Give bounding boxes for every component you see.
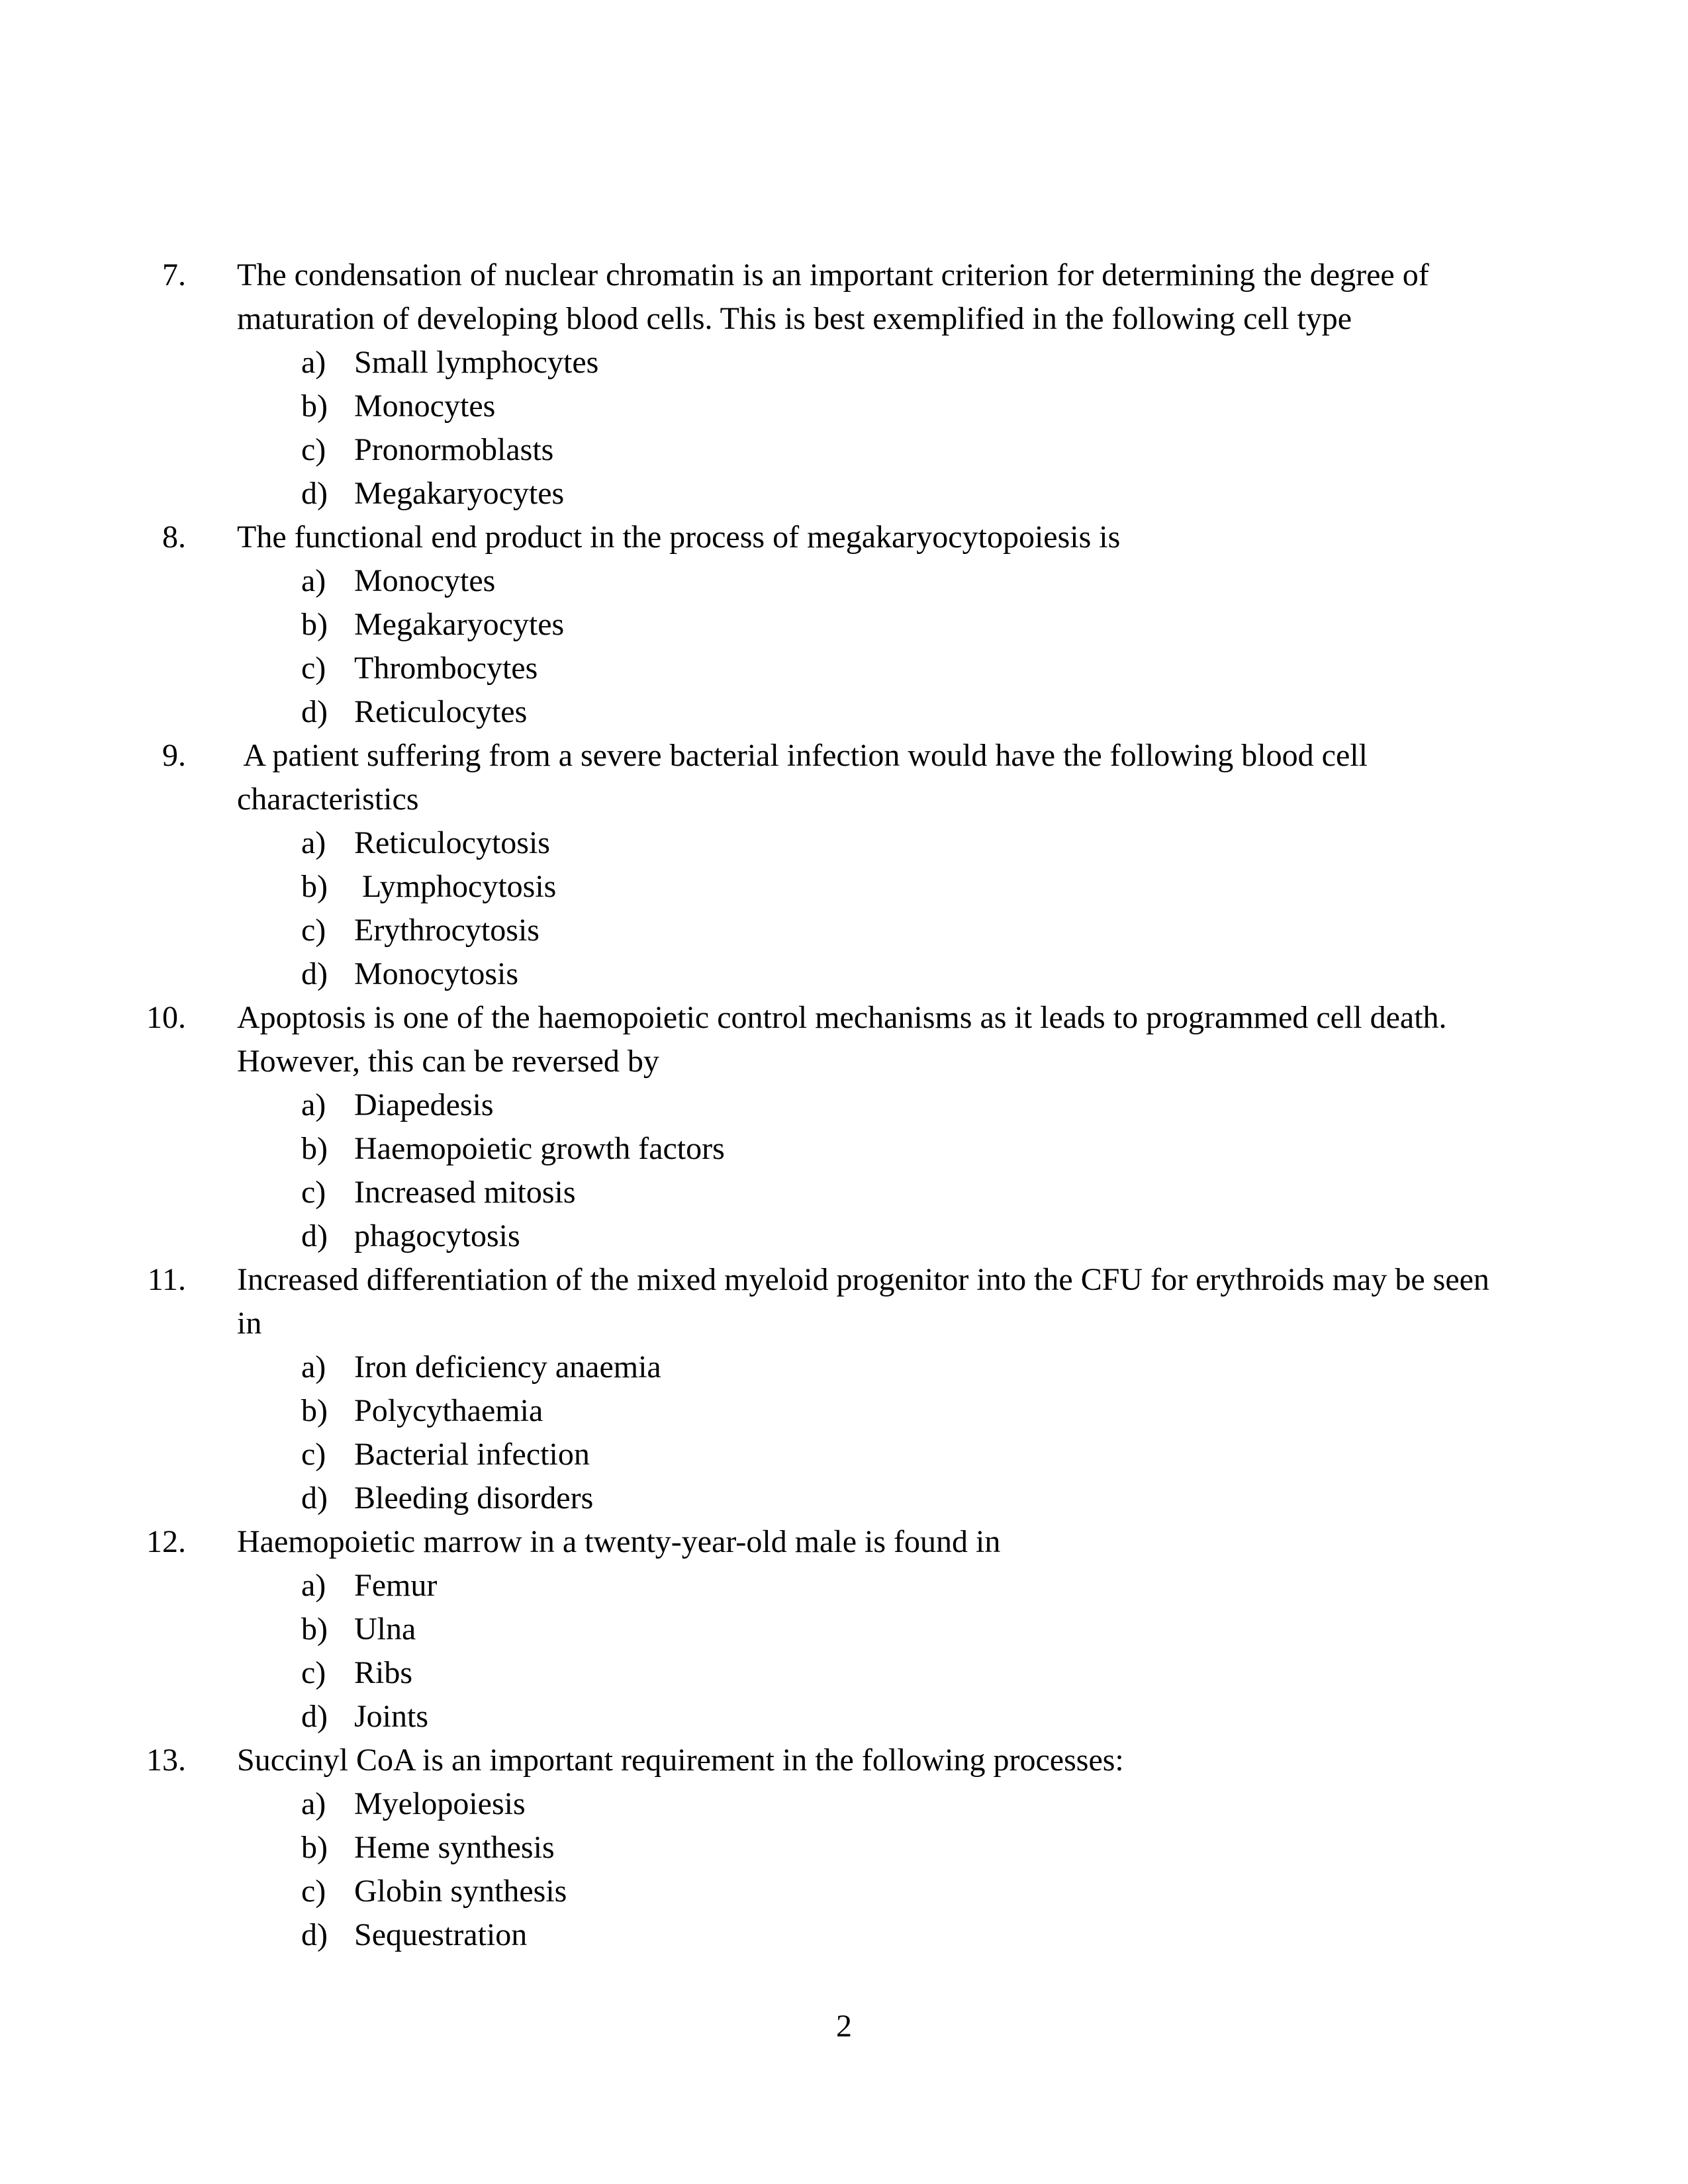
question-list: [0, 253, 1688, 1957]
option-item: [301, 1127, 1688, 1171]
question-line: A patient suffering from a severe bacterial infection would have the following blood cell: [237, 738, 1368, 773]
option-text: Ulna: [354, 1612, 416, 1647]
option-letter: b): [301, 388, 328, 424]
question-number: 9.: [162, 738, 186, 773]
question-number: 12.: [146, 1524, 186, 1559]
option-item: [301, 952, 1688, 996]
option-letter: c): [301, 432, 326, 467]
option-item: [301, 1171, 1688, 1214]
option-text: Pronormoblasts: [354, 432, 554, 467]
option-text: Increased mitosis: [354, 1175, 576, 1210]
option-letter: d): [301, 1480, 328, 1516]
option-letter: a): [301, 1786, 326, 1821]
option-text: Lymphocytosis: [354, 869, 557, 904]
question-number: 13.: [146, 1743, 186, 1778]
option-text: Monocytes: [354, 388, 496, 424]
question-item-12: [0, 1520, 1688, 1739]
option-text: Sequestration: [354, 1917, 528, 1952]
question-item-7: [0, 253, 1688, 516]
question-line: in: [237, 1306, 262, 1341]
option-item: [301, 1389, 1688, 1433]
option-text: Bleeding disorders: [354, 1480, 594, 1516]
option-letter: c): [301, 1874, 326, 1909]
option-text: Haemopoietic growth factors: [354, 1131, 725, 1166]
question-head: [0, 516, 1688, 559]
question-head: [0, 1258, 1688, 1345]
option-text: Bacterial infection: [354, 1437, 590, 1472]
question-head: [0, 996, 1688, 1083]
option-item: [301, 1345, 1688, 1389]
option-item: [301, 1870, 1688, 1913]
option-letter: d): [301, 694, 328, 729]
question-line: Increased differentiation of the mixed myeloid progenitor into the CFU for erythroids may be seen: [237, 1262, 1489, 1297]
option-item: [301, 1214, 1688, 1258]
option-item: [301, 1433, 1688, 1477]
question-item-13: [0, 1739, 1688, 1957]
option-letter: a): [301, 345, 326, 380]
option-letter: b): [301, 1393, 328, 1428]
question-text: [237, 1258, 1489, 1345]
question-line: Apoptosis is one of the haemopoietic control mechanisms as it leads to programmed cell death.: [237, 1000, 1447, 1035]
question-text: [237, 1739, 1124, 1782]
question-line: maturation of developing blood cells. This is best exemplified in the following cell type: [237, 301, 1352, 336]
option-item: [301, 821, 1688, 865]
option-text: Megakaryocytes: [354, 476, 565, 511]
question-head: [0, 253, 1688, 341]
question-number: 7.: [162, 257, 186, 293]
page-number: 2: [836, 2009, 852, 2044]
option-text: Megakaryocytes: [354, 607, 565, 642]
option-item: [301, 1564, 1688, 1608]
question-line: However, this can be reversed by: [237, 1044, 659, 1079]
option-letter: b): [301, 1830, 328, 1865]
option-letter: d): [301, 1218, 328, 1253]
option-item: [301, 428, 1688, 472]
question-number: 11.: [147, 1262, 186, 1297]
option-text: Globin synthesis: [354, 1874, 567, 1909]
option-letter: c): [301, 1437, 326, 1472]
question-text: [237, 734, 1368, 821]
option-letter: d): [301, 956, 328, 991]
question-line: Haemopoietic marrow in a twenty-year-old male is found in: [237, 1524, 1001, 1559]
option-item: [301, 909, 1688, 952]
question-item-8: [0, 516, 1688, 734]
option-text: Iron deficiency anaemia: [354, 1349, 661, 1385]
option-item: [301, 1782, 1688, 1826]
option-letter: c): [301, 1175, 326, 1210]
option-item: [301, 1608, 1688, 1651]
question-item-11: [0, 1258, 1688, 1520]
option-text: Polycythaemia: [354, 1393, 543, 1428]
option-letter: a): [301, 1349, 326, 1385]
option-item: [301, 1826, 1688, 1870]
option-item: [301, 385, 1688, 428]
option-letter: d): [301, 1917, 328, 1952]
question-text: [237, 253, 1429, 341]
option-text: Reticulocytes: [354, 694, 528, 729]
option-letter: a): [301, 563, 326, 598]
question-line: characteristics: [237, 782, 419, 817]
option-item: [301, 1083, 1688, 1127]
option-item: [301, 690, 1688, 734]
option-letter: a): [301, 825, 326, 860]
option-text: Small lymphocytes: [354, 345, 599, 380]
question-head: [0, 1739, 1688, 1782]
question-head: [0, 1520, 1688, 1564]
option-letter: b): [301, 1612, 328, 1647]
option-letter: b): [301, 1131, 328, 1166]
option-letter: b): [301, 869, 328, 904]
question-line: Succinyl CoA is an important requirement in the following processes:: [237, 1743, 1124, 1778]
question-text: [237, 996, 1447, 1083]
option-item: [301, 865, 1688, 909]
option-text: phagocytosis: [354, 1218, 520, 1253]
option-text: Heme synthesis: [354, 1830, 555, 1865]
question-head: [0, 734, 1688, 821]
option-item: [301, 1913, 1688, 1957]
option-text: Monocytes: [354, 563, 496, 598]
option-item: [301, 559, 1688, 603]
option-letter: c): [301, 651, 326, 686]
option-item: [301, 603, 1688, 647]
option-letter: d): [301, 1699, 328, 1734]
option-letter: b): [301, 607, 328, 642]
option-item: [301, 647, 1688, 690]
question-line: The condensation of nuclear chromatin is an important criterion for determining the degree of: [237, 257, 1429, 293]
option-item: [301, 1695, 1688, 1739]
option-letter: c): [301, 913, 326, 948]
option-letter: c): [301, 1655, 326, 1690]
option-text: Erythrocytosis: [354, 913, 539, 948]
option-text: Diapedesis: [354, 1087, 494, 1122]
question-item-10: [0, 996, 1688, 1258]
option-letter: d): [301, 476, 328, 511]
question-number: 10.: [146, 1000, 186, 1035]
option-text: Ribs: [354, 1655, 413, 1690]
option-letter: a): [301, 1087, 326, 1122]
question-item-9: [0, 734, 1688, 996]
option-text: Femur: [354, 1568, 438, 1603]
question-text: [237, 1520, 1000, 1564]
option-item: [301, 341, 1688, 385]
question-number: 8.: [162, 520, 186, 555]
option-text: Myelopoiesis: [354, 1786, 526, 1821]
option-text: Monocytosis: [354, 956, 519, 991]
option-item: [301, 472, 1688, 516]
question-line: The functional end product in the process of megakaryocytopoiesis is: [237, 520, 1121, 555]
option-text: Reticulocytosis: [354, 825, 550, 860]
option-letter: a): [301, 1568, 326, 1603]
option-text: Joints: [354, 1699, 429, 1734]
option-item: [301, 1477, 1688, 1520]
question-text: [237, 516, 1120, 559]
option-text: Thrombocytes: [354, 651, 538, 686]
option-item: [301, 1651, 1688, 1695]
